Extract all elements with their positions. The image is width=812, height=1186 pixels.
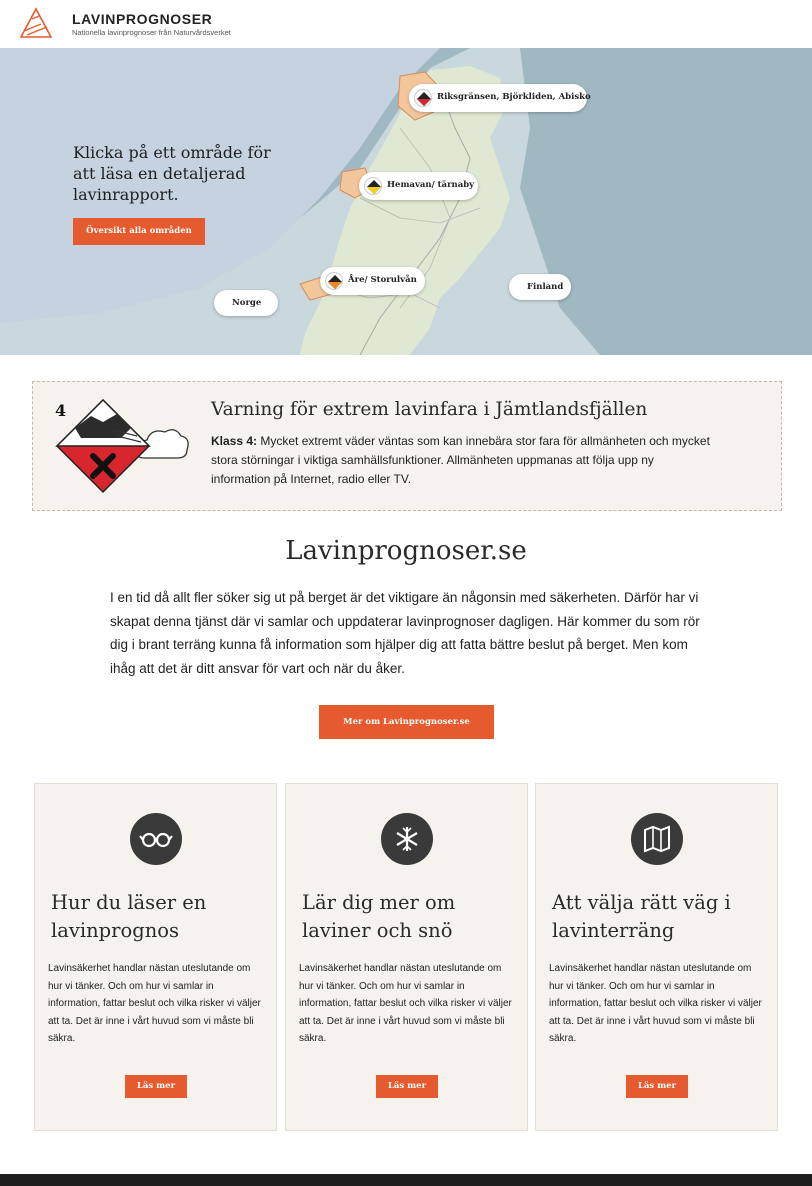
info-card-avalanches-snow	[285, 783, 528, 1131]
card-title: Lär dig mer om laviner och snö	[302, 891, 456, 942]
info-card-read-forecast	[34, 783, 277, 1131]
card-title: Att välja rätt väg i lavinterräng	[552, 891, 731, 942]
glasses-icon	[130, 813, 182, 865]
warning-text: Mycket extremt väder väntas som kan innebära stor fara för allmänheten och mycket stora störningar i viktiga samhällsfunktioner. Allmänheten uppmanas att följa upp ny information på Internet, radio eller TV.	[211, 434, 710, 486]
area-marker-hemavan[interactable]	[359, 172, 478, 200]
avalanche-warning	[32, 381, 782, 511]
danger-level-icon	[414, 89, 432, 107]
intro-title: Lavinprognoser.se	[285, 536, 527, 566]
card-title: Hur du läser en lavinprognos	[51, 891, 207, 942]
overview-all-areas-button[interactable]: Översikt alla områden	[73, 218, 205, 245]
area-marker-riksgransen[interactable]	[409, 84, 591, 112]
area-label: Hemavan/ tärnaby	[387, 180, 475, 190]
country-label-norway[interactable]: Norge	[214, 290, 278, 316]
area-label: Åre/ Storulvån	[348, 275, 417, 285]
danger-level-icon	[325, 272, 343, 290]
map-hero	[0, 48, 812, 355]
read-more-button[interactable]: Läs mer	[626, 1075, 688, 1098]
warning-title[interactable]: Varning för extrem lavinfara i Jämtlandsfjällen	[211, 399, 648, 420]
warning-class-label: Klass 4:	[211, 434, 258, 448]
intro-text: I en tid då allt fler söker sig ut på berget är det viktigare än någonsin med säkerheten. Därför har vi skapat denna tjänst där vi samlar och uppdaterar lavinprognoser dagligen. Här kommer du som rör dig i brant terräng kunna få information som hjälper dig att fatta bättre beslut på berget. Men kom ihåg att det är ditt ansvar för vart och när du åker.	[110, 590, 700, 676]
footer-bar	[0, 1174, 812, 1186]
site-header	[0, 0, 812, 48]
danger-level-4-icon	[51, 396, 191, 496]
logo-icon[interactable]	[19, 7, 53, 39]
brand-title[interactable]: LAVINPROGNOSER	[72, 11, 213, 27]
card-text: Lavinsäkerhet handlar nästan uteslutande om hur vi tänker. Och om hur vi samlar in information, fattar beslut och vilka risker vi väljer att ta. Det är inne i vårt huvud som vi måste bli säkra.	[299, 963, 512, 1044]
card-text: Lavinsäkerhet handlar nästan uteslutande om hur vi tänker. Och om hur vi samlar in information, fattar beslut och vilka risker vi väljer att ta. Det är inne i vårt huvud som vi måste bli säkra.	[48, 963, 261, 1044]
area-marker-are[interactable]	[320, 267, 425, 295]
read-more-button[interactable]: Läs mer	[376, 1075, 438, 1098]
info-card-choose-route	[535, 783, 778, 1131]
warning-body	[211, 432, 711, 489]
danger-level-number: 4	[55, 401, 67, 420]
read-more-button[interactable]: Läs mer	[125, 1075, 187, 1098]
map-icon	[631, 813, 683, 865]
snowflake-icon	[381, 813, 433, 865]
country-label-finland[interactable]: Finland	[509, 274, 571, 300]
card-text: Lavinsäkerhet handlar nästan uteslutande om hur vi tänker. Och om hur vi samlar in information, fattar beslut och vilka risker vi väljer att ta. Det är inne i vårt huvud som vi måste bli säkra.	[549, 963, 762, 1044]
brand-subtitle: Nationella lavinprognoser från Naturvårdsverket	[72, 28, 231, 37]
danger-level-icon	[364, 177, 382, 195]
area-label: Riksgränsen, Björkliden, Abisko	[437, 92, 591, 102]
map-instruction: Klicka på ett område för att läsa en detaljerad lavinrapport.	[73, 143, 271, 204]
more-about-button[interactable]: Mer om Lavinprognoser.se	[319, 705, 494, 739]
